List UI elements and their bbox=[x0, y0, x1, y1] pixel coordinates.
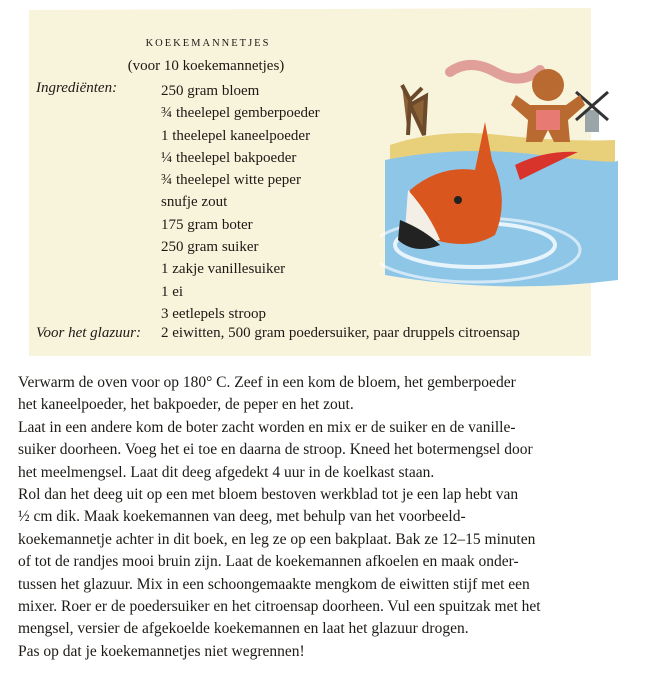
glaze-ingredients: 2 eiwitten, 500 gram poedersuiker, paar druppels citroensap bbox=[161, 325, 520, 341]
method-line: tussen het glazuur. Mix in een schoongemaakte mengkom de eiwitten stijf met een bbox=[18, 575, 530, 593]
ingredient-item: ¾ theelepel witte peper bbox=[161, 172, 301, 189]
ingredient-item: ¾ theelepel gemberpoeder bbox=[161, 105, 320, 122]
windmill-tower bbox=[585, 110, 599, 132]
fox-gingerbread-illustration bbox=[380, 50, 620, 290]
method-line: suiker doorheen. Voeg het ei toe en daarna de stroop. Kneed het botermengsel door bbox=[18, 441, 533, 459]
tree-stump bbox=[402, 85, 426, 135]
ingredient-item: snufje zout bbox=[161, 194, 228, 211]
ingredient-item: 3 eetlepels stroop bbox=[161, 305, 266, 322]
ingredient-item: 1 theelepel kaneelpoeder bbox=[161, 127, 311, 144]
gingerbread-vest bbox=[536, 110, 560, 130]
method-line: of tot de randjes mooi bruin zijn. Laat de koekemannen afkoelen en maak onder- bbox=[18, 553, 519, 571]
method-line: koekemannetje achter in dit boek, en leg ze op een bakplaat. Bak ze 12–15 minuten bbox=[18, 530, 536, 548]
ingredient-item: 1 ei bbox=[161, 283, 184, 300]
recipe-subtitle: (voor 10 koekemannetjes) bbox=[127, 58, 285, 74]
ingredient-item: 250 gram suiker bbox=[161, 239, 259, 256]
glaze-label: Voor het glazuur: bbox=[36, 325, 141, 341]
method-line: Pas op dat je koekemannetjes niet wegrennen! bbox=[18, 642, 305, 660]
method-line: ½ cm dik. Maak koekemannen van deeg, met behulp van het voorbeeld- bbox=[18, 508, 466, 526]
method-text bbox=[18, 372, 638, 663]
smoke-trail bbox=[450, 65, 540, 79]
method-line: Verwarm de oven voor op 180° C. Zeef in een kom de bloem, het gemberpoeder bbox=[18, 374, 516, 391]
recipe-title: KOEKEMANNETJES bbox=[145, 38, 271, 49]
method-line: mixer. Roer er de poedersuiker en het citroensap doorheen. Vul een spuitzak met het bbox=[18, 598, 541, 616]
method-line: Laat in een andere kom de boter zacht worden en mix er de suiker en de vanille- bbox=[18, 418, 516, 436]
method-line: het kaneelpoeder, het bakpoeder, de peper en het zout. bbox=[18, 396, 354, 414]
ingredient-item: 175 gram boter bbox=[161, 216, 253, 233]
ingredient-item: 250 gram bloem bbox=[161, 83, 260, 99]
method-line: mengsel, versier de afgekoelde koekemannen en laat het glazuur drogen. bbox=[18, 620, 469, 638]
ingredients-label: Ingrediënten: bbox=[36, 80, 118, 96]
fox-eye bbox=[454, 196, 462, 204]
gingerbread-head bbox=[532, 69, 564, 101]
ingredient-item: ¼ theelepel bakpoeder bbox=[161, 149, 297, 166]
method-line: Rol dan het deeg uit op een met bloem bestoven werkblad tot je een lap hebt van bbox=[18, 486, 519, 504]
ingredients-list bbox=[161, 80, 320, 325]
ingredient-item: 1 zakje vanillesuiker bbox=[161, 261, 286, 278]
method-line: het meelmengsel. Laat dit deeg afgedekt 4 uur in de koelkast staan. bbox=[18, 463, 435, 481]
